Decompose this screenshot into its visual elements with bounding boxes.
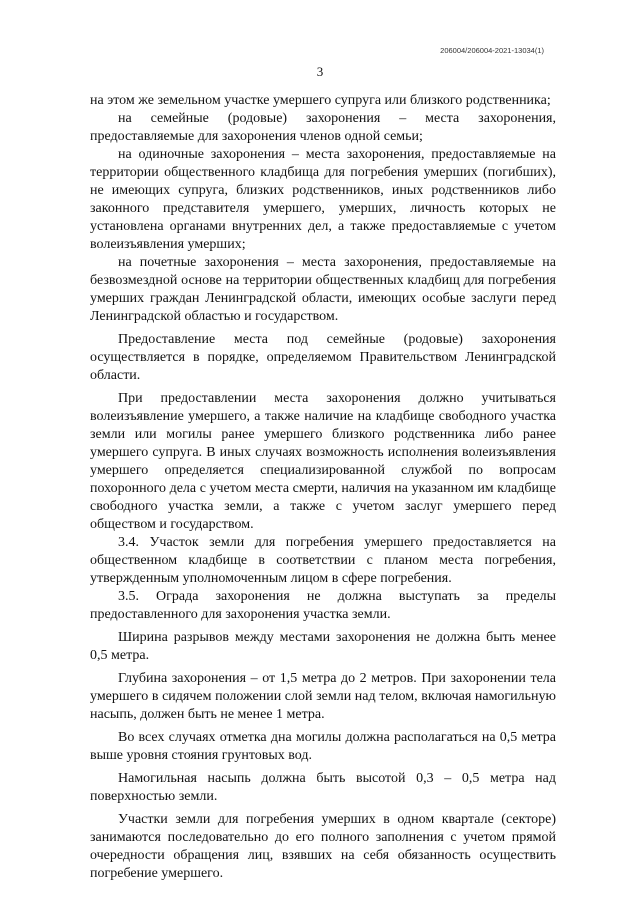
- paragraph: Во всех случаях отметка дна могилы должна располагаться на 0,5 метра выше уровня стояния грунтовых вод.: [90, 730, 556, 763]
- paragraph: Намогильная насыпь должна быть высотой 0,3 – 0,5 метра над поверхностью земли.: [90, 771, 556, 804]
- paragraph: Предоставление места под семейные (родовые) захоронения осуществляется в порядке, определяемом Правительством Ленинградской области.: [90, 332, 556, 383]
- paragraph: на семейные (родовые) захоронения – места захоронения, предоставляемые для захоронения членов одной семьи;: [90, 111, 556, 144]
- paragraph: Ширина разрывов между местами захоронения не должна быть менее 0,5 метра.: [90, 630, 556, 663]
- body-text: [90, 92, 556, 883]
- paragraph: При предоставлении места захоронения должно учитываться волеизъявление умершего, а также наличие на кладбище свободного участка земли или могилы ранее умершего близкого родственника либо ранее умершего супруга. В иных случаях возможность исполнения волеизъявления умершего определяется специализированной службой по вопросам похоронного дела с учетом места смерти, наличия на указанном им кладбище свободного участка земли, а также с учетом заслуг умершего перед обществом и государством.: [90, 391, 556, 532]
- paragraph: 3.5. Ограда захоронения не должна выступать за пределы предоставленного для захоронения участка земли.: [90, 589, 556, 622]
- paragraph: на почетные захоронения – места захоронения, предоставляемые на безвозмездной основе на территории общественных кладбищ для погребения умерших граждан Ленинградской области, имеющих особые заслуги перед Ленинградской областью и государством.: [90, 255, 556, 324]
- paragraph: Глубина захоронения – от 1,5 метра до 2 метров. При захоронении тела умершего в сидячем положении слой земли над телом, включая намогильную насыпь, должен быть не менее 1 метра.: [90, 671, 556, 722]
- paragraph: Участки земли для погребения умерших в одном квартале (секторе) занимаются последовательно до его полного заполнения с учетом прямой очередности обращения лиц, взявших на себя обязанность осуществить погребение умершего.: [90, 812, 556, 881]
- paragraph: на этом же земельном участке умершего супруга или близкого родственника;: [90, 93, 551, 108]
- paragraph: 3.4. Участок земли для погребения умершего предоставляется на общественном кладбище в соответствии с планом места погребения, утвержденным уполномоченным лицом в сфере погребения.: [90, 535, 556, 586]
- page-number: 3: [316, 64, 324, 79]
- document-id: 206004/206004-2021-13034(1): [440, 46, 544, 55]
- paragraph: на одиночные захоронения – места захоронения, предоставляемые на территории общественного кладбища для погребения умерших (погибших), не имеющих супруга, близких родственников, иных родственников либо законного представителя умершего, умерших, личность которых не установлена органами внутренних дел, а также предоставляемые с учетом волеизъявления умерших;: [90, 147, 556, 252]
